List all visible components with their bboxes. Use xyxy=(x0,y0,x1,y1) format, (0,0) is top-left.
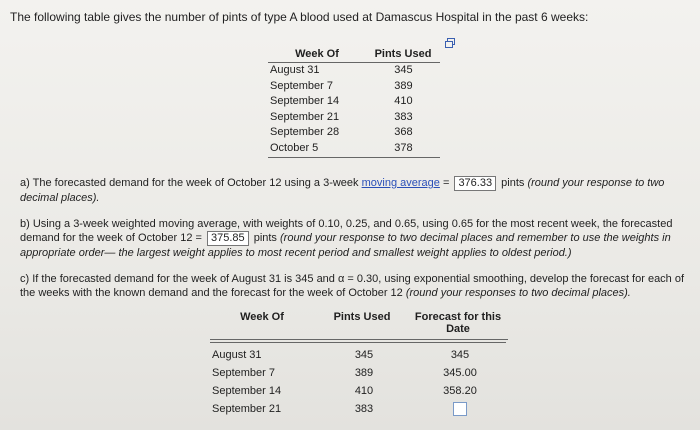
part-a-equals: = xyxy=(439,177,453,189)
table-row xyxy=(268,79,440,95)
part-a-unit: pints xyxy=(498,177,528,189)
table-row xyxy=(210,364,508,382)
pints-cell: 345 xyxy=(394,64,413,76)
part-c-note: (round your responses to two decimal places). xyxy=(405,287,631,299)
pints-cell: 383 xyxy=(394,110,413,123)
table-header xyxy=(210,311,508,340)
pints-cell: 389 xyxy=(354,367,374,379)
blood-usage-table xyxy=(268,48,440,158)
part-b-answer-input[interactable]: 375.85 xyxy=(207,231,249,246)
forecast-cell xyxy=(412,400,508,418)
forecast-answer-input[interactable] xyxy=(453,402,467,416)
week-cell: September 21 xyxy=(270,110,340,123)
part-b-text: b) Using a 3-week weighted moving average, with weights of 0.10, 0.25, and 0.65, using 0.65 for the most recent week, the forecasted demand for the week of October 12 = xyxy=(20,218,673,244)
table-divider xyxy=(268,157,440,158)
header-pints-used: Pints Used xyxy=(333,311,391,323)
moving-average-link[interactable]: moving average xyxy=(361,177,440,189)
week-cell: September 14 xyxy=(270,95,340,107)
table-row xyxy=(268,125,440,141)
part-a xyxy=(20,176,690,205)
header-pints-used: Pints Used xyxy=(374,48,432,60)
week-cell: August 31 xyxy=(212,349,262,361)
pints-cell: 383 xyxy=(354,403,374,415)
part-a-text: a) The forecasted demand for the week of October 12 using a 3-week xyxy=(20,177,362,189)
table-row xyxy=(268,110,440,126)
week-cell: September 7 xyxy=(212,367,275,379)
pints-cell: 389 xyxy=(394,79,413,92)
table-row xyxy=(268,94,440,110)
pints-cell: 345 xyxy=(354,349,374,361)
table-divider xyxy=(210,342,506,343)
part-a-answer-input[interactable]: 376.33 xyxy=(454,176,496,191)
week-cell: September 14 xyxy=(212,385,282,397)
part-b-unit: pints xyxy=(250,232,280,244)
part-c xyxy=(20,272,690,300)
table-header xyxy=(268,48,440,63)
week-cell: September 28 xyxy=(270,126,340,138)
pints-cell: 410 xyxy=(354,385,374,397)
pints-cell: 410 xyxy=(394,95,413,107)
table-row xyxy=(210,400,508,418)
week-cell: September 7 xyxy=(270,79,333,92)
header-week-of: Week Of xyxy=(240,311,284,323)
week-cell: August 31 xyxy=(270,64,320,76)
header-forecast: Forecast for this Date xyxy=(414,311,502,335)
week-cell: October 5 xyxy=(270,141,319,154)
week-cell: September 21 xyxy=(212,403,282,415)
pints-cell: 368 xyxy=(394,126,413,138)
forecast-cell: 345 xyxy=(450,349,470,361)
part-b xyxy=(20,217,690,260)
part-a-note: (round your response to two decimal places). xyxy=(20,177,665,204)
copy-icon[interactable] xyxy=(445,38,455,48)
forecast-table xyxy=(210,311,508,418)
table-row xyxy=(210,346,508,364)
intro-text: The following table gives the number of pints of type A blood used at Damascus Hospital in the past 6 weeks: xyxy=(10,10,589,24)
part-b-note: (round your response to two decimal places and remember to use the weights in appropriate order— the largest weight applies to most recent period and smallest weight applies to oldest period.) xyxy=(20,232,671,259)
table-row xyxy=(268,63,440,79)
header-week-of: Week Of xyxy=(295,48,339,60)
forecast-cell: 358.20 xyxy=(443,385,477,397)
table-row xyxy=(268,141,440,157)
pints-cell: 378 xyxy=(394,141,413,154)
forecast-cell: 345.00 xyxy=(443,367,477,379)
table-row xyxy=(210,382,508,400)
part-c-text: c) If the forecasted demand for the week of August 31 is 345 and α = 0.30, using exponential smoothing, develop the forecast for each of the weeks with the known demand and the forecast for the week of October 12 xyxy=(20,273,685,299)
